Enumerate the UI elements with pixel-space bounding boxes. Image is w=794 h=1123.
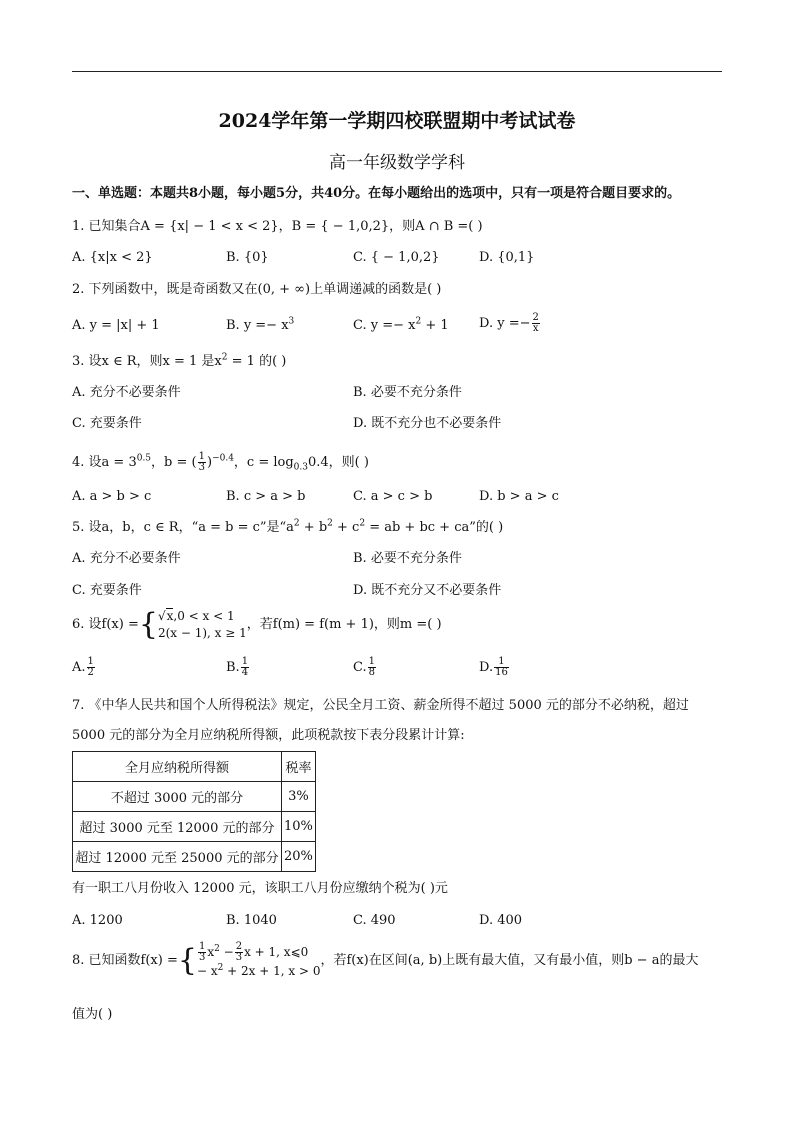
q3-option-c: C. 充要条件 bbox=[72, 416, 142, 431]
q5-option-d: D. 既不充分又不必要条件 bbox=[353, 583, 502, 598]
q2-option-d: D. y =− $\frac{2}{x}$ bbox=[479, 312, 539, 334]
q7-question: 有一职工八月份收入 12000 元，该职工八月份应缴纳个税为( )元 bbox=[72, 881, 448, 896]
q4-option-d: D. b > a > c bbox=[479, 489, 559, 504]
table-row bbox=[73, 782, 316, 812]
section-heading: 一、单选题：本题共8小题，每小题5分，共40分。在每小题给出的选项中，只有一项是符合题目要求的。 bbox=[72, 186, 681, 201]
q2-option-b: B. $y =- x^3$ bbox=[226, 316, 295, 333]
q4-option-b: B. c > a > b bbox=[226, 489, 306, 504]
q1-option-b: B. {0} bbox=[226, 250, 269, 265]
table-row bbox=[73, 812, 316, 842]
q6-option-a: A. $\frac{1}{2}$ bbox=[72, 656, 94, 678]
q3-stem: 3. 设x ∈ R，则x = 1 是$x^2 = 1$ 的( ) bbox=[72, 352, 287, 369]
q7-stem-line1: 7. 《中华人民共和国个人所得税法》规定，公民全月工资、薪金所得不超过 5000 元的部分不必纳税，超过 bbox=[72, 698, 689, 713]
q1-option-d: D. {0,1} bbox=[479, 250, 535, 265]
q2-option-a: A. y = |x| + 1 bbox=[72, 318, 160, 333]
table-cell: 超过 12000 元至 25000 元的部分 bbox=[73, 842, 282, 872]
table-cell: 3% bbox=[282, 782, 316, 812]
q6-option-d: D. $\frac{1}{16}$ bbox=[479, 656, 508, 678]
q6-option-c: C. $\frac{1}{8}$ bbox=[353, 656, 375, 678]
q4-option-c: C. a > c > b bbox=[353, 489, 433, 504]
table-header-row bbox=[73, 752, 316, 782]
table-cell: 不超过 3000 元的部分 bbox=[73, 782, 282, 812]
q6-option-b: B. $\frac{1}{4}$ bbox=[226, 656, 249, 678]
q7-option-c: C. 490 bbox=[353, 913, 396, 928]
q5-option-b: B. 必要不充分条件 bbox=[353, 551, 462, 566]
table-header-cell: 税率 bbox=[282, 752, 316, 782]
q6-stem: 6. 设f(x) ={ √x,0 < x < 1 2(x − 1), x ≥ 1 ，若f(m) = f(m + 1)，则m =( ) bbox=[72, 607, 442, 642]
q1-option-a: A. {x|x < 2} bbox=[72, 250, 153, 265]
q2-option-c: C. $y =- x^2 + 1$ bbox=[353, 316, 449, 333]
q1-option-c: C. { − 1,0,2} bbox=[353, 250, 440, 265]
q5-stem: 5. 设a，b，c ∈ R，“a = b = c”是“$a^2 + b^2 + c^2$ = ab + bc + ca”的( ) bbox=[72, 518, 504, 535]
table-row bbox=[73, 842, 316, 872]
header-rule bbox=[72, 71, 722, 72]
q7-option-a: A. 1200 bbox=[72, 913, 123, 928]
q3-option-b: B. 必要不充分条件 bbox=[353, 385, 462, 400]
table-cell: 超过 3000 元至 12000 元的部分 bbox=[73, 812, 282, 842]
q3-option-a: A. 充分不必要条件 bbox=[72, 385, 181, 400]
exam-title: 2024学年第一学期四校联盟期中考试试卷 bbox=[218, 110, 576, 132]
q2-stem: 2. 下列函数中，既是奇函数又在(0, + ∞)上单调递减的函数是( ) bbox=[72, 282, 442, 297]
q7-option-b: B. 1040 bbox=[226, 913, 277, 928]
tax-table bbox=[72, 751, 316, 872]
q7-option-d: D. 400 bbox=[479, 913, 523, 928]
q4-option-a: A. a > b > c bbox=[72, 489, 152, 504]
q8-stem: 8. 已知函数f(x) ={ $\frac{1}{3}$ $x^2$ − $\frac{2}{3}$ x + 1, x⩽0 − $x^2 + 2x + 1$, x > 0 ，若f(x)在区间(a, b)上既有最大值，又有最小值，则b − a的最大 bbox=[72, 941, 699, 978]
q5-option-a: A. 充分不必要条件 bbox=[72, 551, 181, 566]
q8-stem-line2: 值为( ) bbox=[72, 1007, 113, 1022]
q1-stem: 1. 已知集合A = {x| − 1 < x < 2}，B = { − 1,0,2}，则A ∩ B =( ) bbox=[72, 219, 483, 234]
table-header-cell: 全月应纳税所得额 bbox=[73, 752, 282, 782]
q4-stem: 4. 设$a = 3^{0.5}$，b = ( $\frac{1}{3}$ )$^{-0.4}$，$c = \log_{0.3}0.4$，则( ) bbox=[72, 451, 369, 473]
table-cell: 20% bbox=[282, 842, 316, 872]
exam-subtitle: 高一年级数学学科 bbox=[329, 153, 465, 173]
q5-option-c: C. 充要条件 bbox=[72, 583, 142, 598]
table-cell: 10% bbox=[282, 812, 316, 842]
q7-stem-line2: 5000 元的部分为全月应纳税所得额，此项税款按下表分段累计计算: bbox=[72, 728, 465, 743]
q3-option-d: D. 既不充分也不必要条件 bbox=[353, 416, 502, 431]
